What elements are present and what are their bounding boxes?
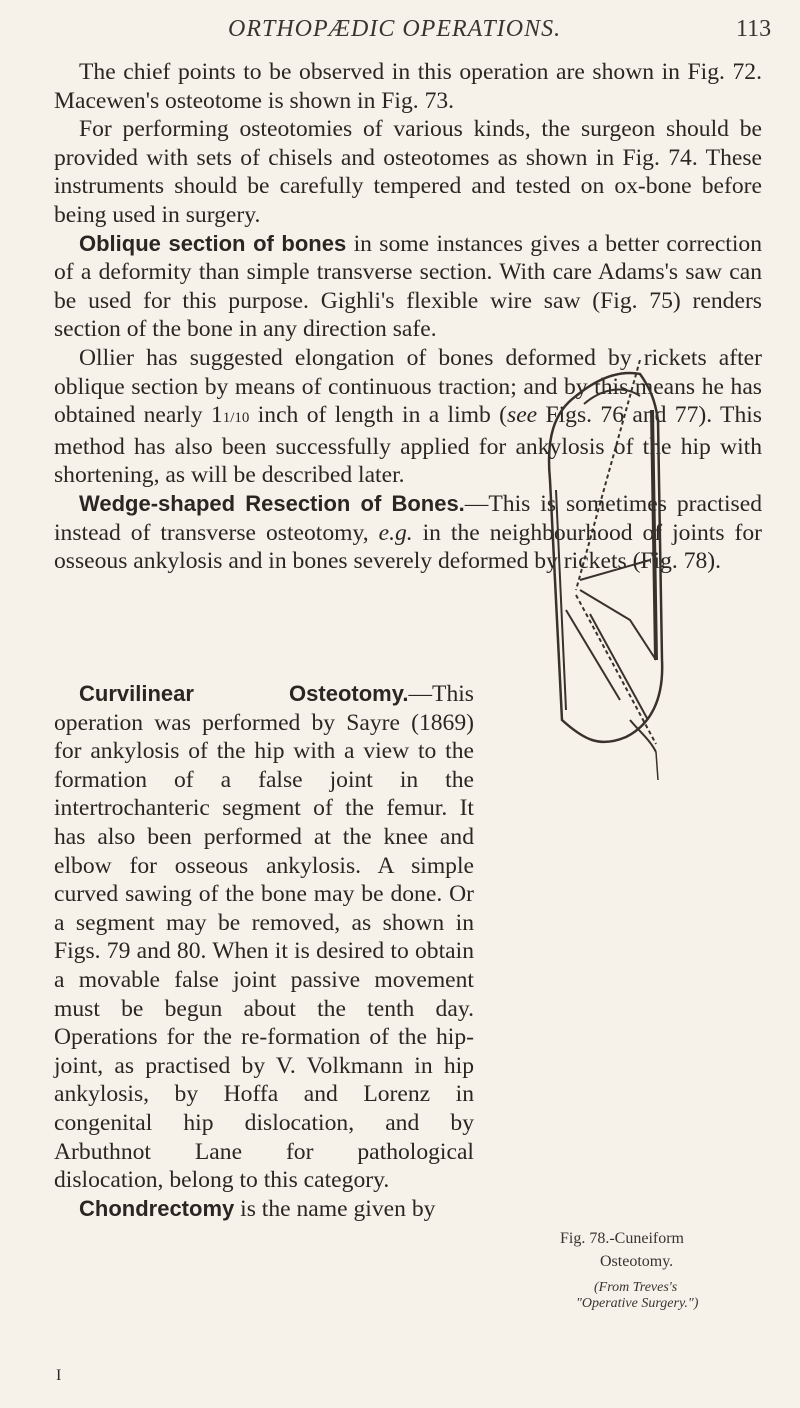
paragraph-4-text-b: inch of length in a limb ( [249,402,508,429]
caption-line-1: Fig. 78.-Cuneiform [560,1230,684,1247]
caption-line-2: Osteotomy. [600,1253,674,1270]
paragraph-4-text-a: Ollier has suggested elongation of bones deformed by rickets after oblique section by means of continuous traction; and by this means he has obtained nearly 1 [54,344,762,429]
cuneiform-osteotomy-figure [480,360,760,880]
caption-line-4: "Operative Surgery.") [576,1296,699,1311]
paragraph-5-text-a: —This is sometimes practised instead of transverse osteotomy, [54,490,762,546]
wedge-resection-heading: Wedge-shaped Resection of Bones. [79,490,465,516]
chondrectomy-heading: Chondrectomy [79,1195,235,1221]
paragraph-7-text: is the name given by [234,1195,436,1222]
paragraph-6-text: —This operation was performed by Sayre (1869) for ankylosis of the hip with a view to the formation of a false joint in the intertrochanteric segment of the femur. It has also been performed at the knee and elbow for osseous ankylosis. A simple curved sawing of the bone may be done. Or a segment may be removed, as shown in Figs. 79 and 80. When it is desired to obtain a movable false joint passive movement must be begun about the tenth day. Operations for the re-formation of the hip-joint, as practised by V. Volkmann in hip ankylosis, by Hoffa and Lorenz in congenital hip dislocation, and by Arbuthnot Lane for pathological dislocation, belong to this category. [54,681,474,1194]
bone-cortex-right [652,410,656,660]
see-italic: see [507,402,538,429]
paragraph-2: For performing osteotomies of various kinds, the surgeon should be provided with sets of chisels and osteotomes as shown in Fig. 74. These instruments should be carefully tempered and tested on ox-bone before being used in surgery. [54,116,762,228]
lower-guide-line [656,752,658,780]
paragraph-1: The chief points to be observed in this operation are shown in Fig. 72. Macewen's osteotome is shown in Fig. 73. [54,59,762,114]
paragraph-3 [54,230,762,344]
signature-mark: I [56,1367,62,1384]
paragraph-5-text-b: in the neighbourhood of joints for osseous ankylosis and in bones severely deformed by rickets (Fig. 78). [54,519,762,575]
page-number: 113 [736,16,772,42]
paragraph-6 [54,680,474,1195]
wedge-cut [580,590,656,660]
running-head: ORTHOPÆDIC OPERATIONS. [228,16,562,42]
caption-line-3: (From Treves's [594,1280,678,1295]
paragraph-3-text: in some instances gives a better correction of a deformity than simple transverse section. With care Adams's saw can be used for this purpose. Gighli's flexible wire saw (Fig. 75) renders section of the bone in any direction safe. [54,230,763,343]
page-header [0,6,800,46]
fraction: 1/10 [222,410,250,427]
paragraph-4-text-c: Figs. 76 and 77). This method has also been successfully applied for ankylosis of the hip with shortening, as will be described later. [54,402,762,489]
bone-outline [549,373,662,742]
paragraph-7 [54,1195,474,1224]
bone-cortex-top [584,390,640,404]
wedge-line-upper [576,360,640,590]
wedge-line-lower [576,595,656,744]
eg-italic: e.g. [378,519,413,546]
curvilinear-osteotomy-heading: Curvilinear Osteotomy. [79,681,409,706]
wedge-base [580,560,650,580]
oblique-section-heading: Oblique section of bones [79,230,347,256]
cortex-inner-line-2 [590,614,648,720]
